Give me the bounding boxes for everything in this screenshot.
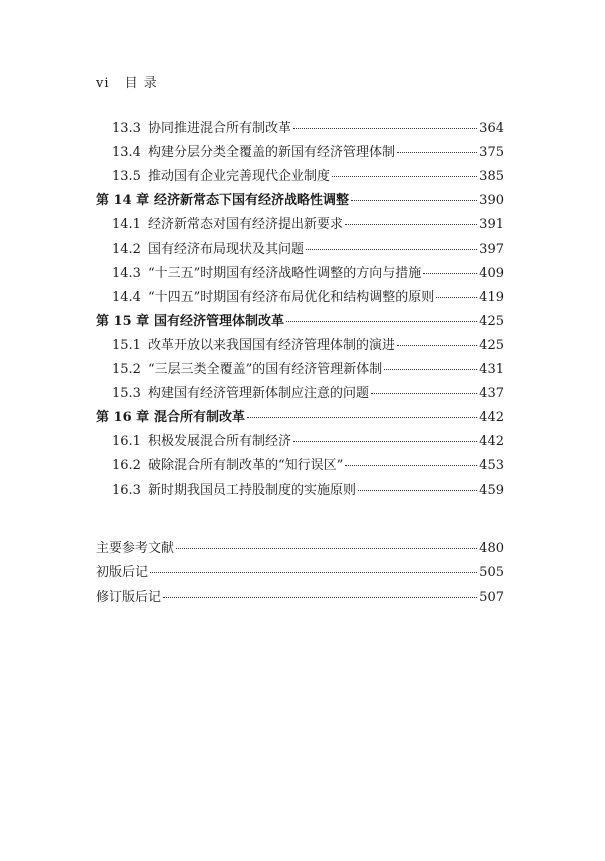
toc-entry-page: 507 <box>479 589 504 605</box>
toc-entry-number: 13.4 <box>112 145 141 161</box>
toc-entry-title: 国有经济管理体制改革 <box>154 313 285 329</box>
toc-entry-number: 15.1 <box>112 337 141 353</box>
dot-leader <box>351 199 477 201</box>
toc-section-row <box>112 141 504 161</box>
toc-section-row <box>112 479 504 499</box>
toc-entry-page: 375 <box>479 145 504 161</box>
toc-chapter-row <box>96 310 504 330</box>
toc-entry-title: 经济新常态对国有经济提出新要求 <box>148 217 344 233</box>
dot-leader <box>397 344 477 346</box>
toc-entry-title: “十四五”时期国有经济布局优化和结构调整的原则 <box>148 289 435 305</box>
toc-entry-page: 425 <box>479 313 504 329</box>
dot-leader <box>345 223 477 225</box>
toc-entry-title: 国有经济布局现状及其问题 <box>148 241 305 257</box>
dot-leader <box>371 392 477 394</box>
dot-leader <box>163 596 477 598</box>
toc-entry-page: 385 <box>479 169 504 185</box>
toc-entry-page: 453 <box>479 458 504 474</box>
toc-entry-page: 425 <box>479 337 504 353</box>
toc-entry-number: 14.4 <box>112 289 141 305</box>
toc-entry-number: 第 14 章 <box>96 193 150 209</box>
dot-leader <box>436 296 477 298</box>
toc-back-matter-row <box>96 561 504 581</box>
toc-section-row <box>112 334 504 354</box>
toc-entry-title: 构建分层分类全覆盖的新国有经济管理体制 <box>148 145 396 161</box>
toc-entry-title: 协同推进混合所有制改革 <box>148 121 292 136</box>
dot-leader <box>345 464 477 466</box>
toc-entry-page: 431 <box>479 362 504 377</box>
toc-entry-page: 409 <box>479 265 504 281</box>
toc-back-matter-row <box>96 537 504 557</box>
toc-section-row <box>112 454 504 474</box>
toc-section-row <box>112 117 504 137</box>
toc-entry-number: 第 15 章 <box>96 313 150 329</box>
dot-leader <box>150 571 477 573</box>
toc-entry-page: 390 <box>479 193 504 209</box>
dot-leader <box>358 489 477 491</box>
toc-entry-title: 破除混合所有制改革的“知行误区” <box>148 458 344 474</box>
toc-entry-number: 第 16 章 <box>96 410 150 426</box>
toc-entry-title: 初版后记 <box>96 565 149 581</box>
dot-leader <box>332 175 477 177</box>
dot-leader <box>397 151 477 153</box>
toc-entry-number: 14.2 <box>112 241 141 257</box>
toc-chapter-row <box>96 406 504 426</box>
toc-entry-page: 442 <box>479 434 504 450</box>
toc-entry-number: 14.3 <box>112 265 141 281</box>
toc-entry-number: 16.1 <box>112 434 141 450</box>
toc-entry-page: 391 <box>479 217 504 233</box>
toc-entry-title: 推动国有企业完善现代企业制度 <box>148 169 331 185</box>
toc-entry-title: 经济新常态下国有经济战略性调整 <box>154 193 350 209</box>
toc-entry-title: 积极发展混合所有制经济 <box>148 434 292 450</box>
toc-entry-number: 14.1 <box>112 217 141 233</box>
toc-section-row <box>112 382 504 402</box>
toc-entry-title: 新时期我国员工持股制度的实施原则 <box>148 482 357 498</box>
running-header <box>96 72 158 91</box>
dot-leader <box>293 440 477 442</box>
toc-entry-page: 459 <box>479 482 504 498</box>
toc-section-row <box>112 358 504 378</box>
toc-back-matter-row <box>96 586 504 606</box>
toc-section-row <box>112 238 504 258</box>
toc-entry-title: 构建国有经济管理新体制应注意的问题 <box>148 386 370 402</box>
toc-entry-number: 15.3 <box>112 386 141 402</box>
toc-entry-number: 16.3 <box>112 482 141 498</box>
toc-entry-title: 混合所有制改革 <box>154 410 246 426</box>
toc-entry-number: 13.3 <box>112 121 141 136</box>
toc-section-row <box>112 262 504 282</box>
toc-entry-page: 437 <box>479 386 504 402</box>
toc-entry-page: 419 <box>479 289 504 305</box>
toc-entry-title: 修订版后记 <box>96 589 162 605</box>
dot-leader <box>384 368 477 370</box>
toc-entry-title: 改革开放以来我国国有经济管理体制的演进 <box>148 337 396 353</box>
dot-leader <box>293 127 477 129</box>
toc-entry-title: “三层三类全覆盖”的国有经济管理新体制 <box>148 362 383 377</box>
toc-entry-number: 13.5 <box>112 169 141 185</box>
toc-entry-page: 397 <box>479 241 504 257</box>
dot-leader <box>176 547 477 549</box>
toc-entry-page: 480 <box>479 541 504 556</box>
dot-leader <box>423 272 477 274</box>
toc-entry-page: 442 <box>479 410 504 426</box>
header-page-number: vi <box>96 76 110 91</box>
toc-entry-number: 16.2 <box>112 458 141 474</box>
dot-leader <box>247 416 477 418</box>
toc-section-row <box>112 286 504 306</box>
dot-leader <box>286 320 477 322</box>
toc-entry-number: 15.2 <box>112 362 141 377</box>
toc-entry-title: “十三五”时期国有经济战略性调整的方向与措施 <box>148 265 422 281</box>
header-title: 目 录 <box>124 76 158 91</box>
toc-entry-page: 364 <box>479 121 504 136</box>
toc-entry-page: 505 <box>479 565 504 581</box>
toc-entry-title: 主要参考文献 <box>96 541 175 556</box>
toc-section-row <box>112 165 504 185</box>
toc-section-row <box>112 430 504 450</box>
toc-chapter-row <box>96 189 504 209</box>
dot-leader <box>306 248 477 250</box>
toc-section-row <box>112 213 504 233</box>
